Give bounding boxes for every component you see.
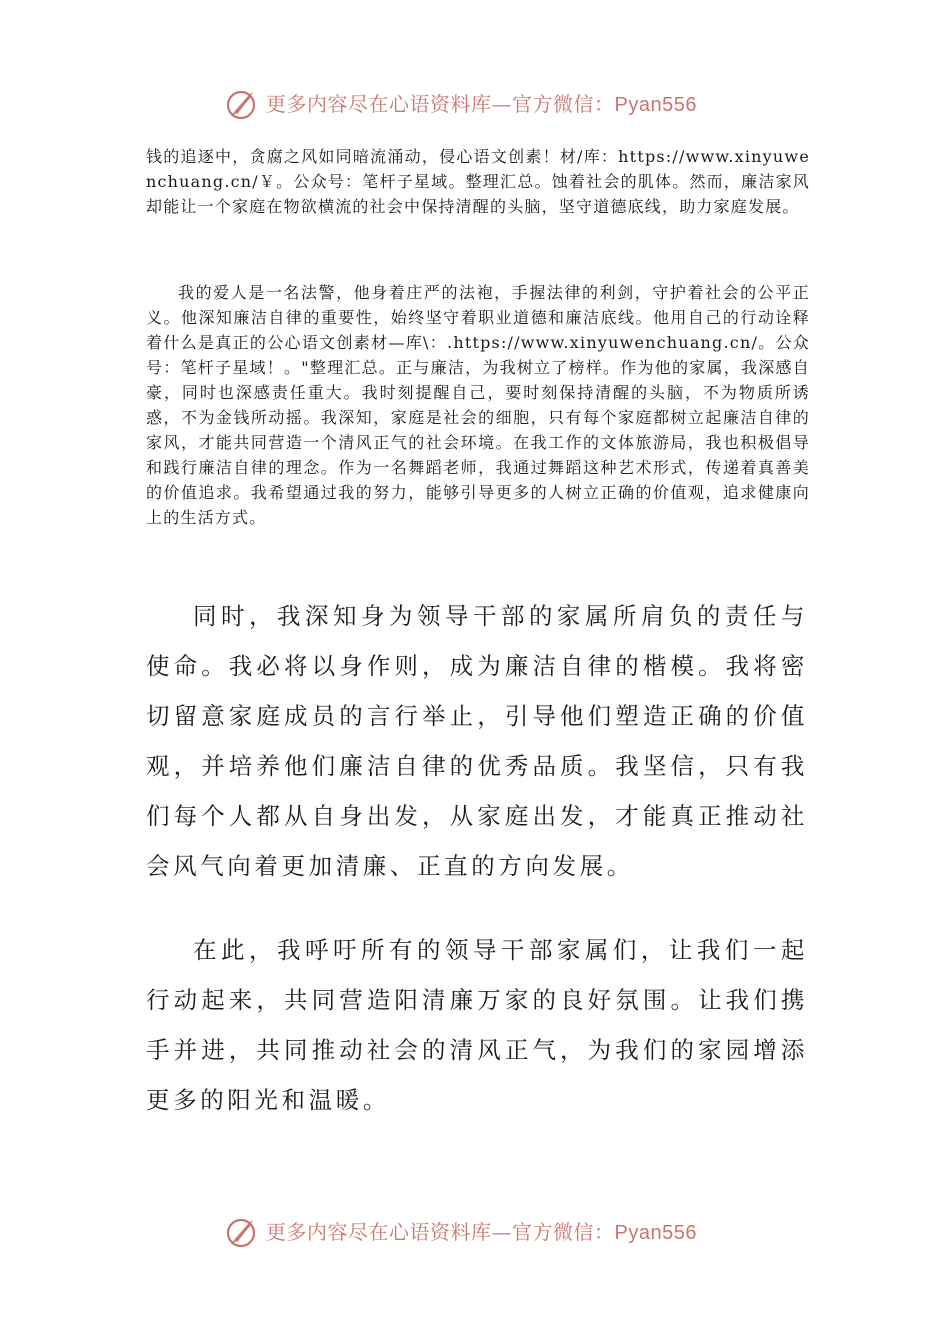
paragraph-2: 我的爱人是一名法警，他身着庄严的法袍，手握法律的利剑，守护着社会的公平正义。他深知廉洁自律的重要性，始终坚守着职业道德和廉洁底线。他用自己的行动诠释着什么是真正的公心语文创素材—库\：.https://www.xinyuwenchuang.cn/。公众号：笔杆子星域！。"整理汇总。正与廉洁，为我树立了榜样。作为他的家属，我深感自豪，同时也深感责任重大。我时刻提醒自己，要时刻保持清醒的头脑，不为物质所诱惑，不为金钱所动摇。我深知，家庭是社会的细胞，只有每个家庭都树立起廉洁自律的家风，才能共同营造一个清风正气的社会环境。在我工作的文体旅游局，我也积极倡导和践行廉洁自律的理念。作为一名舞蹈老师，我通过舞蹈这种艺术形式，传递着真善美的价值追求。我希望通过我的努力，能够引导更多的人树立正确的价值观，追求健康向上的生活方式。 (146, 283, 810, 527)
paragraph-1: 钱的追逐中，贪腐之风如同暗流涌动，侵心语文创素！材/库：https://www.xinyuwenchuang.cn/￥。公众号：笔杆子星域。整理汇总。蚀着社会的肌体。然而，廉洁家风却能让一个家庭在物欲横流的社会中保持清醒的头脑，坚守道德底线，助力家庭发展。 (146, 147, 810, 216)
header-banner-text: 更多内容尽在心语资料库—官方微信：Pyan556 (266, 92, 697, 116)
paragraph-3: 同时，我深知身为领导干部的家属所肩负的责任与使命。我必将以身作则，成为廉洁自律的楷模。我将密切留意家庭成员的言行举止，引导他们塑造正确的价值观，并培养他们廉洁自律的优秀品质。我坚信，只有我们每个人都从自身出发，从家庭出发，才能真正推动社会风气向着更加清廉、正直的方向发展。 (146, 602, 808, 880)
pen-logo-icon (226, 1216, 260, 1248)
footer-banner (0, 1212, 950, 1252)
footer-wechat-id: Pyan556 (614, 1222, 697, 1244)
pen-logo-icon (226, 88, 260, 120)
paragraph-4: 在此，我呼吁所有的领导干部家属们，让我们一起行动起来，共同营造阳清廉万家的良好氛围。让我们携手并进，共同推动社会的清风正气，为我们的家园增添更多的阳光和温暖。 (146, 936, 808, 1114)
header-banner (0, 84, 950, 124)
footer-banner-text: 更多内容尽在心语资料库—官方微信：Pyan556 (266, 1220, 697, 1244)
header-wechat-id: Pyan556 (614, 94, 697, 116)
